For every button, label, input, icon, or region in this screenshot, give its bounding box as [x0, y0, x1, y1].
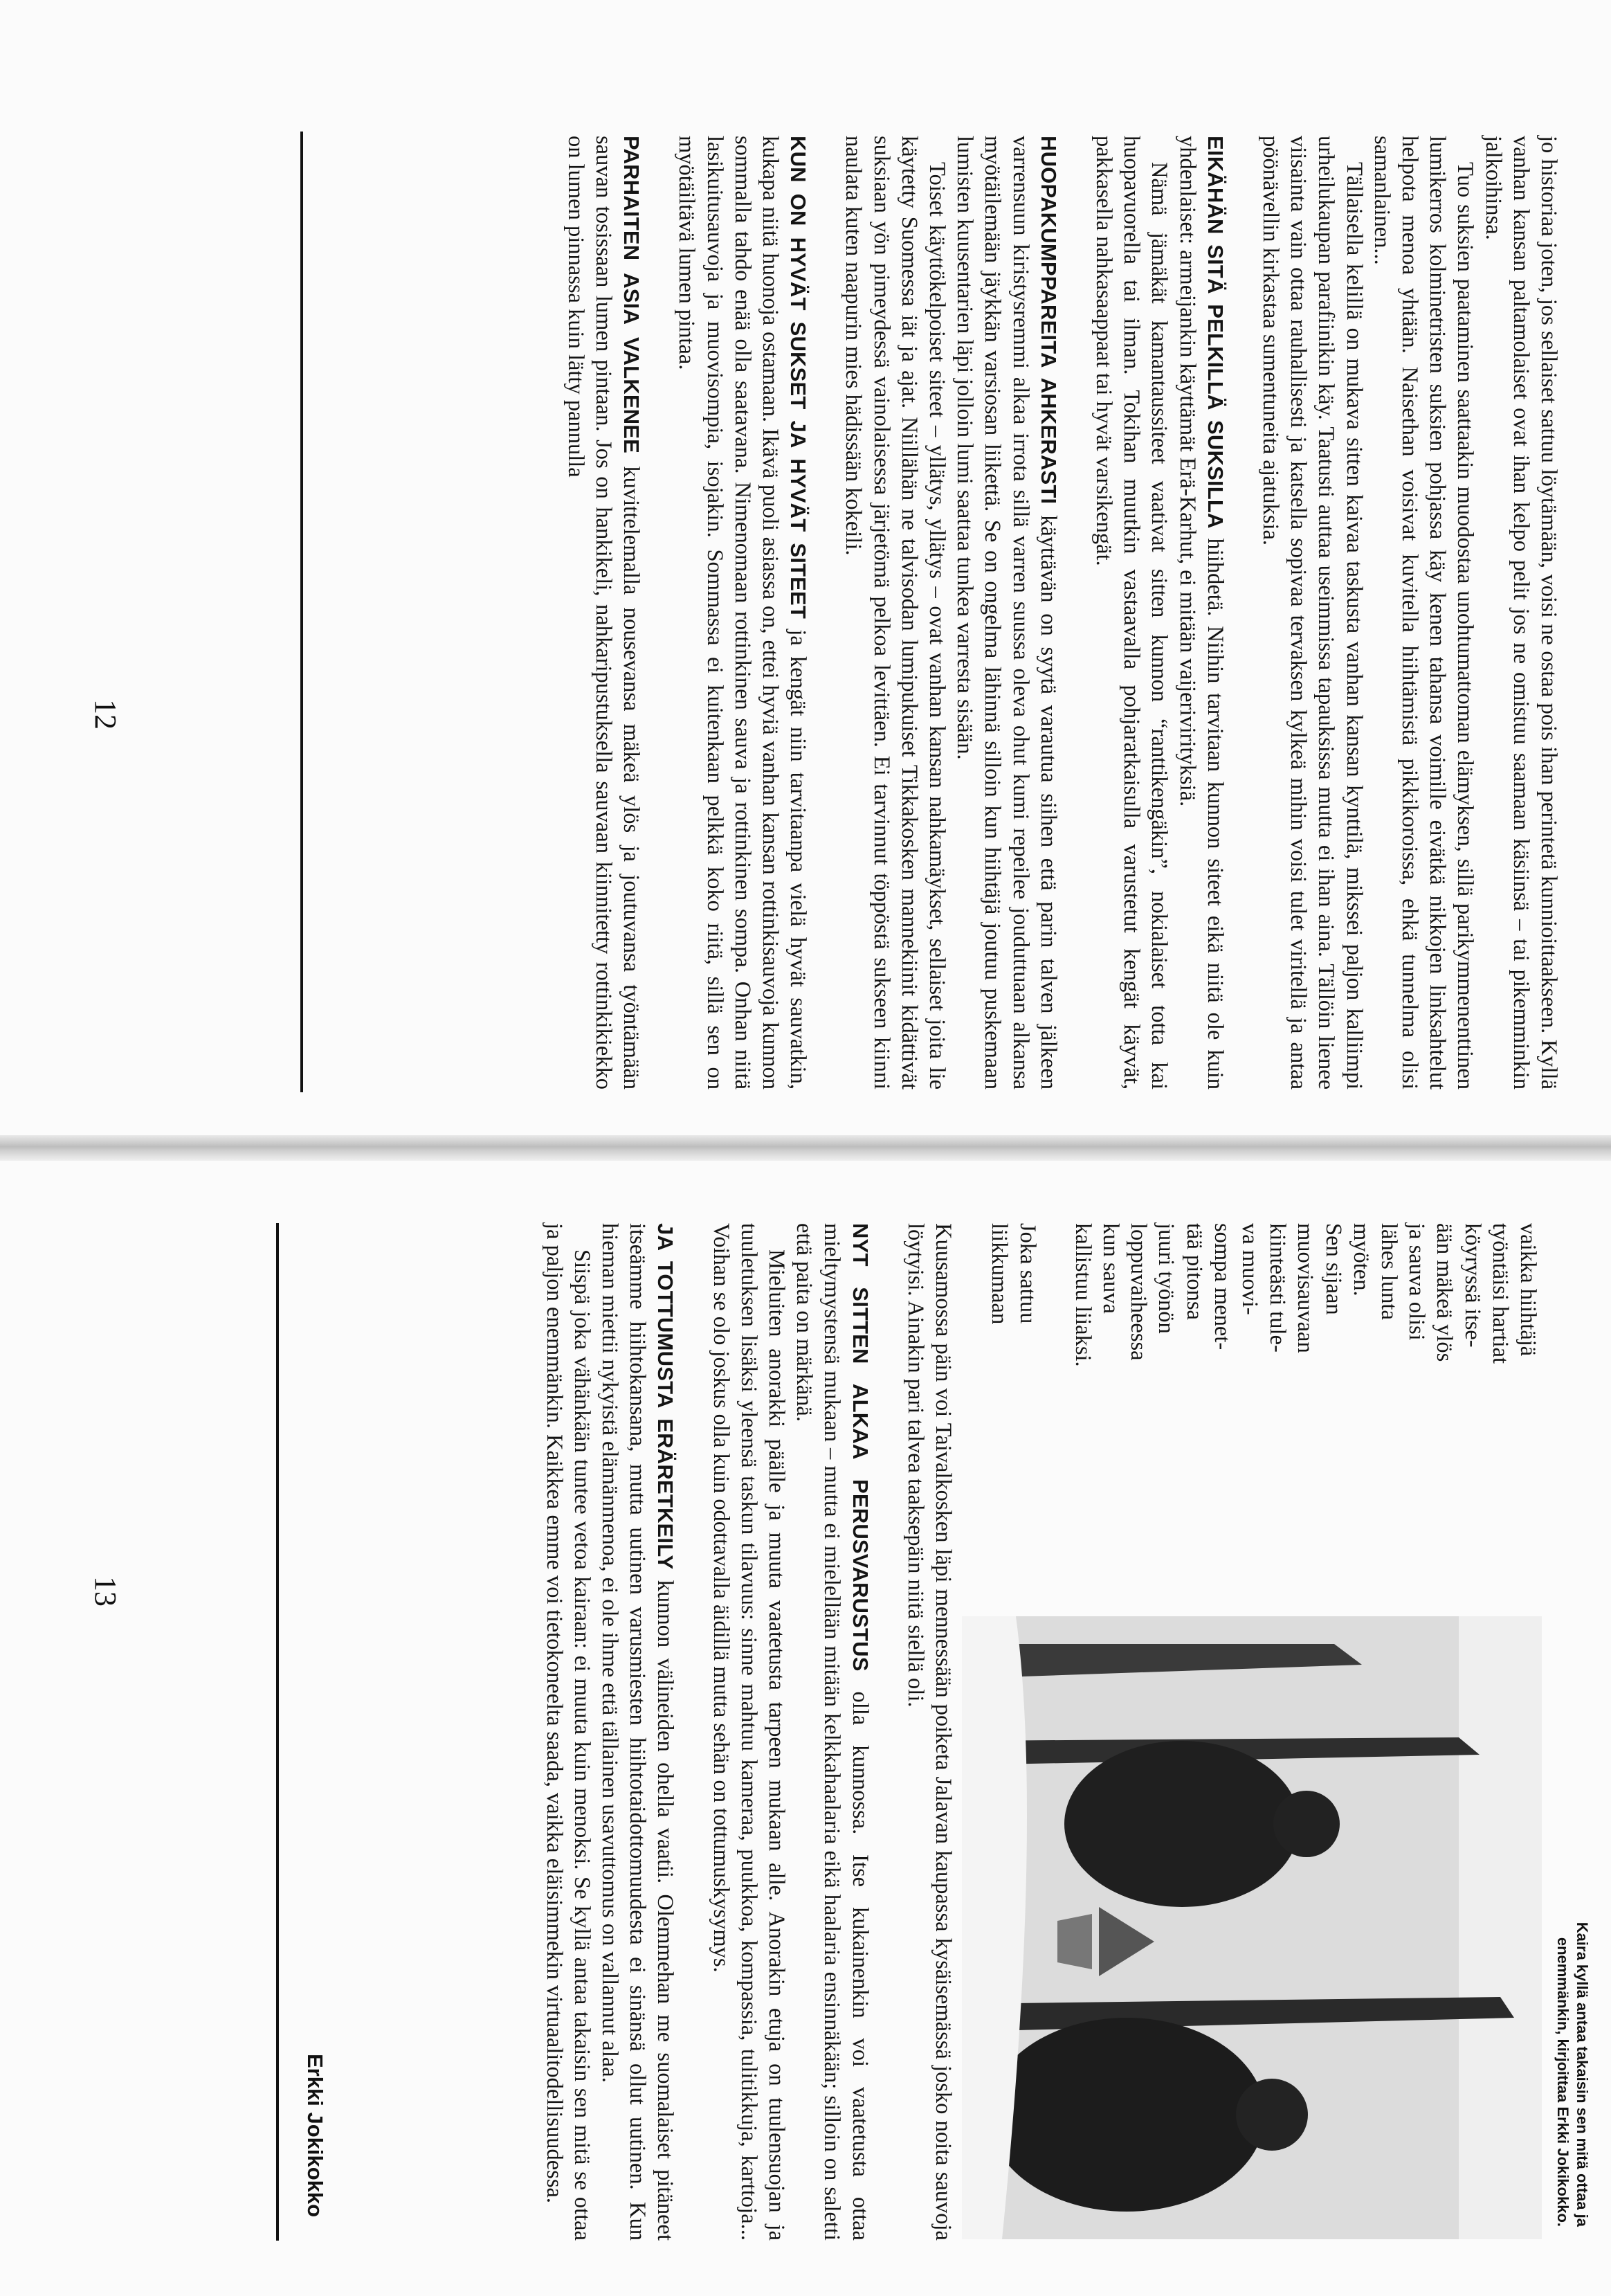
section-heading: HUOPAKUMPPAREITA AHKERASTI [1036, 136, 1061, 505]
paragraph: Mieluiten anorakki päälle ja muuta vaatetusta tarpeen mukaan alle. Anorakin etuja on tuulensuojan ja tuuletuksen lisäksi yleensä taskun tilavuus: sinne mahtuu kameraa, puukkoa, kompassia, tulitikkuja, karttoja... Voihan se olo joskus olla kuin odottavalla äidillä mutta sehän on tottumuskysymys. [708, 1223, 789, 2241]
paragraph: Tällaisella kelillä on mukava sitten kaivaa taskusta vanhan kansan kynttilä, mikssei paljon kalliimpi urheilukaupan parafiinikin käy. Taatusti auttaa useimmissa tapauksissa mutta ei ihan aina. Tällöin lienee viisainta vain ottaa rauhallisesti ja katsella sopivaa tervaksen kylkeä mihin voisi tulet viritellä ja antaa pöönävellin kirkastaa sumentuneita ajatuksia. [1257, 136, 1367, 1090]
author-signature: Erkki Jokikokko [303, 2054, 327, 2218]
text-line: liikkumaan [987, 1223, 1012, 1325]
text-line: loppuvaiheessa [1126, 1223, 1152, 1361]
page-12 [0, 0, 1611, 1135]
text-line: vaikka hiihtäjä [1516, 1223, 1540, 1357]
page-13-body [540, 1223, 957, 2241]
section-heading: KUN ON HYVÄT SUKSET JA HYVÄT SITEET [786, 136, 811, 620]
text-line: kun sauva [1098, 1223, 1123, 1314]
spacer [1041, 1223, 1069, 1597]
page-number: 12 [89, 699, 122, 730]
text-line: va muovi- [1237, 1223, 1262, 1315]
section-heading: NYT SITTEN ALKAA PERUSVARUSTUS [848, 1223, 873, 1672]
paragraph: KUN ON HYVÄT SUKSET JA HYVÄT SITEET ja kengät niin tarvitaanpa vielä hyvät sauvatkin, kukapa niitä huonoja ostamaan. Ikävä puoli asiassa on, ettei hyviä vanhan kansan rottinkisauvoja kunnon sommalla tahdo enää olla saatavana. Nimenomaan rottinkinen sauva ja rottinkinen sompa. Onhan niitä lasikuitusauvoja ja muovisompia, isojakin. Sommassa ei kuitenkaan pelkkä koko riitä, sillä sen on myötäiltävä lumen pintaa. [674, 136, 811, 1090]
text-line: juuri työnön [1154, 1223, 1179, 1334]
section-heading: PARHAITEN ASIA VALKENEE [619, 136, 644, 454]
text-line: Joka sattuu [1014, 1223, 1040, 1324]
photo-image [962, 1616, 1542, 2239]
paragraph: JA TOTTUMUSTA ERÄRETKEILY kunnon välineiden ohella vaatii. Olemmehan me suomalaiset pitäneet itseämme hiihtokansana, mutta uutinen varusmiesten hiihtotaidottomuudesta ei sinänsä ollut uutinen. Kun hieman miettii nykyistä elämänmenoa, ei ole ihme että tällainen usavuttomus on vallannut alaa. [597, 1223, 678, 2241]
text-line: kiinteästi tule- [1265, 1223, 1291, 1353]
page-13 [0, 1161, 1611, 2296]
page-12-body [562, 136, 1563, 1090]
narrow-column [985, 1223, 1542, 1597]
text-line: muovisauvaan [1293, 1223, 1318, 1353]
paragraph: PARHAITEN ASIA VALKENEE kuvittelemalla nousevansa mäkeä ylös ja joutuvansa työntämään sauvan tosissaan lumen pintaan. Jos on hankikeli, nahkaripustuksella sauvaan kiinnitetty rottinkikiekko on lumen pinnassa kuin lätty pannulla [563, 136, 644, 1090]
paragraph: EIKÄHÄN SITÄ PELKILLÄ SUKSILLA hiihdetä. Niihin tarvitaan kunnon siteet eikä niitä ole kuin yhdenlaiset: armeijankin käyttämät Erä-Karhut, ei mitään vaijerivirityksiä. [1174, 136, 1228, 1090]
text-line: kallistuu liiaksi. [1070, 1223, 1095, 1367]
paragraph: NYT SITTEN ALKAA PERUSVARUSTUS olla kunnossa. Itse kukainenkin voi vaatetusta ottaa mieltymystensä mukaan – mutta ei mielellään mitään kelkkahaalaria eikä haalaria ensinnäkään; silloin on saletti että paita on märkänä. [792, 1223, 873, 2241]
paragraph: Toiset käyttökelpoiset siteet – yllätys, yllätys – ovat vanhan kansan nahkamäykset, sellaiset joita lie käytetty Suomessa iät ja ajat. Niillähän ne talvisodan lumipukuiset Tikkakosken mannekiinit kidättivät suksiaan yön pimeydessä vainolaisessa järjetömä pelkoa levittäen. Ei tarvinnut töppöstä sukseen kiinni naulata kuten naapurin mies hädissään kokeili. [841, 136, 949, 1090]
paragraph: Siispä joka vähänkään tuntee vetoa kairaan: ei muuta kuin menoksi. Se kyllä antaa takaisin sen mitä se ottaa ja paljon enemmänkin. Kaikkea emme voi tietokoneelta saada, vaikka eläisimmekin virtuaalitodellisuudessa. [541, 1223, 594, 2241]
paragraph: HUOPAKUMPPAREITA AHKERASTI käyttävän on syytä varautua siihen että parin talven jälkeen varrensuun kiristysremmi alkaa irrota sillä varren suussa oleva ohut kumi repeilee jouduttuaan alkansa myötäilemään jäykkän varsiosan liikettä. Se on ongelma lähinnä silloin kun hiihtäjä joutuu puskemaan lumisten kuusentarien läpi jolloin lumi saattaa tunkea varresta sisään. [952, 136, 1061, 1090]
forest-photo [962, 1616, 1542, 2239]
section-heading: JA TOTTUMUSTA ERÄRETKEILY [653, 1223, 678, 1570]
paragraph: Nämä jämäkät kamantaussiteet vaativat sitten kunnon “ranttikengäkin”, nokialaiset totta kai huopavuorella tai ilman. Tokihan muutkin vastaavalla pohjaratkaisulla varustetut kengät käyvät, pakkasella nahkasaappaat tai hyvät varsikengät. [1091, 136, 1172, 1090]
text-line: sompa menet- [1209, 1223, 1235, 1350]
text-line: ään mäkeä ylös [1432, 1223, 1457, 1362]
text-line: tää pitonsa [1181, 1223, 1207, 1320]
photo-caption: Kaira kyllä antaa takaisin sen mitä ottaa ja enemmänkin, kirjoittaa Erkki Jokikokko. [1554, 1922, 1591, 2227]
text-line: ja sauva olisi [1404, 1223, 1430, 1341]
page-number: 13 [89, 1576, 122, 1607]
paragraph: Kuusamossa päin voi Taivalkosken läpi mennessään poiketa Jalavan kaupassa kysäisemässä josko noita sauvoja löytyisi. Ainakin pari talvea taaksepäin niitä siellä oli. [902, 1223, 956, 2241]
text-line: myöten. [1348, 1223, 1374, 1296]
section-heading: EIKÄHÄN SITÄ PELKILLÄ SUKSILLA [1203, 136, 1228, 529]
paragraph: jo historiaa joten, jos sellaiset sattuu löytämään, voisi ne ostaa pois ihan perintetä kunnioittaakseen. Kyllä vanhan kansan paltamolaiset ovat ihan kelpo pelit jos ne omistuu saamaan käsiinsä – tai pikemminkin jalkoihinsa. [1480, 136, 1561, 1090]
text-line: lähes lunta [1376, 1223, 1401, 1320]
text-line: Sen sijaan [1320, 1223, 1346, 1315]
text-line: työntäisi hartiat [1487, 1223, 1513, 1364]
bottom-rule [276, 1223, 279, 2241]
paragraph: Tuo suksien paataminen saattaakin muodostaa unohtumattoman elämyksen, sillä parikymmenenttinen lumikerros kolminetristen suksien pohjassa käy kenen tahansa voimille eivätkä nikkojen linksahtelut helpota menoa yhtään. Naisethan voisivat kuvitella hiihtämistä pikkikoroissa, ehkä tunnelma olisi samanlainen... [1369, 136, 1478, 1090]
gutter [0, 1135, 1611, 1161]
top-rule [300, 132, 303, 1092]
text-line: köyryssä itse- [1459, 1223, 1485, 1348]
